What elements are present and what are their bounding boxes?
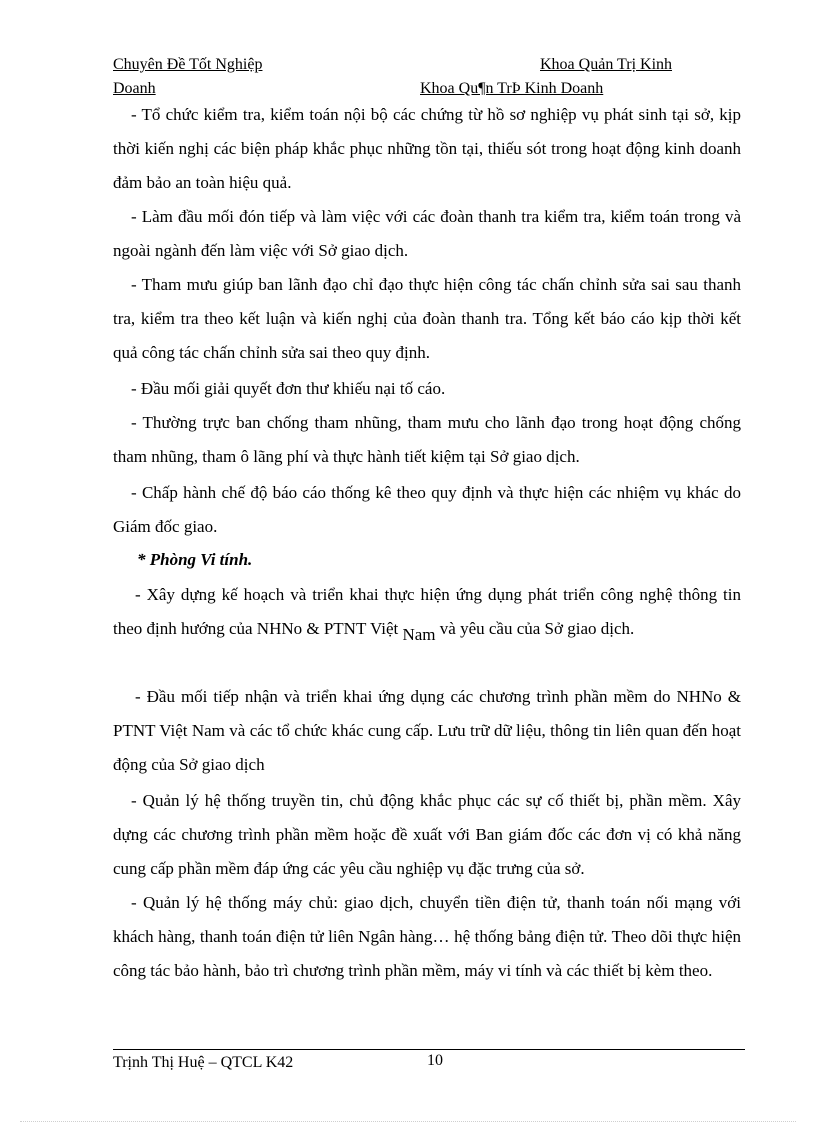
paragraph-inspection-liaison: - Làm đầu mối đón tiếp và làm việc với các đoàn thanh tra kiểm tra, kiểm toán trong và ngoài ngành đến làm việc với Sở giao dịch. [113, 207, 741, 260]
page-number: 10 [427, 1052, 443, 1069]
paragraph-reporting: - Chấp hành chế độ báo cáo thống kê theo quy định và thực hiện các nhiệm vụ khác do Giám đốc giao. [113, 483, 741, 536]
paragraph-advisory: - Tham mưu giúp ban lãnh đạo chỉ đạo thực hiện công tác chấn chỉnh sửa sai sau thanh tra, kiểm tra theo kết luận và kiến nghị của đoàn thanh tra. Tổng kết báo cáo kịp thời kết quả công tác chấn chỉnh sửa sai theo quy định. [113, 275, 741, 362]
header-title-right: Khoa Quản Trị Kinh [540, 56, 673, 73]
section-heading-it-department: * Phòng Vi tính. [137, 550, 253, 569]
header-subtitle-right: Khoa Qu¶n TrÞ Kinh Doanh [420, 80, 604, 97]
paragraph-anti-corruption: - Thường trực ban chống tham nhũng, tham mưu cho lãnh đạo trong hoạt động chống tham nhũng, tham ô lãng phí và thực hành tiết kiệm tại Sở giao dịch. [113, 413, 741, 466]
paragraph-server-management: - Quản lý hệ thống máy chủ: giao dịch, chuyển tiền điện tử, thanh toán nối mạng với khách hàng, thanh toán điện tử liên Ngân hàng… hệ thống bảng điện tử. Theo dõi thực hiện công tác bảo hành, bảo trì chương trình phần mềm, máy vi tính và các thiết bị kèm theo. [113, 893, 741, 980]
paragraph-software-deployment: - Đầu mối tiếp nhận và triển khai ứng dụng các chương trình phần mềm do NHNo & PTNT Việt Nam và các tổ chức khác cung cấp. Lưu trữ dữ liệu, thông tin liên quan đến hoạt động của Sở giao dịch [113, 687, 741, 774]
paragraph-complaints: - Đầu mối giải quyết đơn thư khiếu nại tố cáo. [131, 379, 446, 398]
paragraph-audit: - Tổ chức kiểm tra, kiểm toán nội bộ các chứng từ hồ sơ nghiệp vụ phát sinh tại sở, kịp thời kiến nghị các biện pháp khắc phục những tồn tại, thiếu sót trong hoạt động kinh doanh đảm bảo an toàn hiệu quả. [113, 105, 741, 192]
paragraph-it-planning-tail: và yêu cầu của Sở giao dịch. [439, 619, 635, 638]
paragraph-it-planning [113, 578, 741, 646]
footer-divider [113, 1049, 745, 1050]
paragraph-communications: - Quản lý hệ thống truyền tin, chủ động khắc phục các sự cố thiết bị, phần mềm. Xây dựng các chương trình phần mềm hoặc đề xuất với Ban giám đốc các đơn vị có khả năng cung cấp phần mềm đáp ứng các yêu cầu nghiệp vụ đặc trưng của sở. [113, 791, 741, 878]
header-title-left: Chuyên Đề Tốt Nghiệp [113, 56, 263, 73]
paragraph-it-planning-text: - Xây dựng kế hoạch và triển khai thực hiện ứng dụng phát triển công nghệ thông tin theo định hướng của NHNo & PTNT Việt [113, 585, 741, 638]
header-subtitle-left: Doanh [113, 80, 156, 97]
footer-author: Trịnh Thị Huệ – QTCL K42 [113, 1054, 294, 1071]
page-bottom-edge [20, 1121, 796, 1122]
paragraph-it-planning-subscript: Nam [402, 625, 436, 644]
